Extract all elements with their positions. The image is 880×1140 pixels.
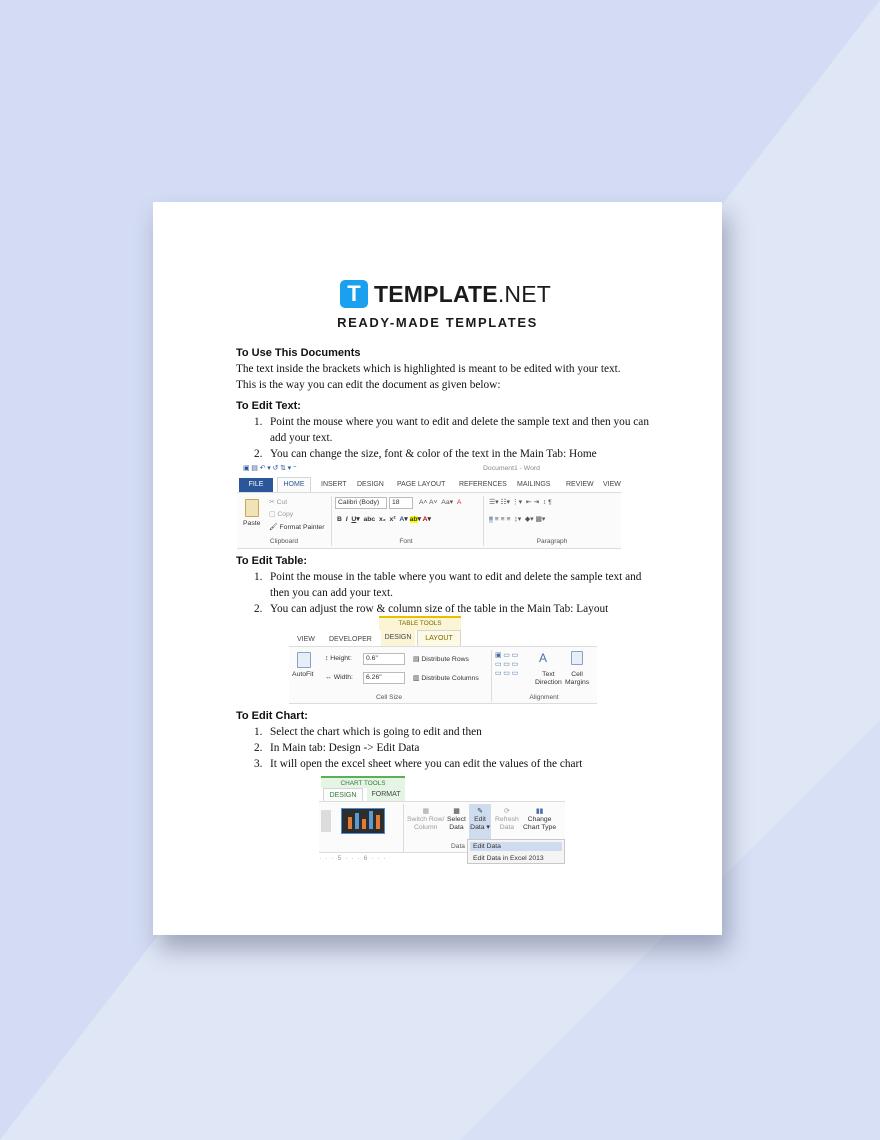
tab-developer[interactable]: DEVELOPER [329,636,372,643]
tab-insert[interactable]: INSERT [321,481,347,488]
chart-tools-ribbon-screenshot [319,776,565,864]
edit-data-button[interactable]: ✎ Edit Data ▾ [469,804,491,842]
width-input[interactable]: 6.26" [363,672,405,684]
logo-icon: T [340,280,368,308]
home-ribbon [237,492,621,549]
window-title: Document1 - Word [483,465,540,472]
autofit-icon[interactable] [297,652,311,668]
font-size-select[interactable]: 18 [389,497,413,509]
select-data-button[interactable]: ▦ Select Data [447,808,466,831]
copy-button[interactable]: ▢ Copy [269,511,294,518]
layout-ribbon [289,646,597,704]
brand-logo [340,280,551,308]
group-label-paragraph: Paragraph [536,538,568,545]
list-indent-icons[interactable]: ☰▾ ☷▾ ⋮▾ ⇤ ⇥ ↕ ¶ [489,499,552,506]
height-label: ↕ Height: [325,655,352,662]
font-name-select[interactable]: Calibri (Body) [335,497,387,509]
group-label-clipboard: Clipboard [269,538,299,545]
group-label-alignment: Alignment [529,694,559,701]
brand-name: TEMPLATE.NET [374,280,552,307]
chart-bar [348,817,352,829]
group-label-cell-size: Cell Size [375,694,403,701]
tab-review[interactable]: REVIEW [566,481,594,488]
list-item: 2. You can change the size, font & color of the text in the Main Tab: Home [254,448,597,460]
document-body-table [236,553,656,617]
distribute-rows-button[interactable]: ▤ Distribute Rows [413,656,469,663]
document-body-chart [236,708,656,772]
paste-icon[interactable] [245,499,259,517]
format-painter-button[interactable]: 🖌 Format Painter [269,524,325,531]
tab-design[interactable]: DESIGN [357,481,384,488]
section-title-chart: To Edit Chart: [236,710,308,722]
menu-item-edit-data[interactable]: Edit Data [470,842,562,851]
section-title-text: To Edit Text: [236,400,301,412]
paragraph: The text inside the brackets which is highlighted is meant to be edited with your text. [236,363,621,375]
list-item: 2. You can adjust the row & column size of the table in the Main Tab: Layout [254,603,609,615]
list-item: 2. In Main tab: Design -> Edit Data [254,742,420,754]
autofit-button[interactable]: AutoFit [292,671,314,678]
tab-view[interactable]: VIEW [603,481,621,488]
list-item: 1. Point the mouse in the table where you want to edit and delete the sample text and then you can add your text. [254,571,642,599]
font-grow-shrink-icons[interactable]: A˄ A˅ Aa▾ A [419,499,462,506]
paragraph: This is the way you can edit the document as given below: [236,379,501,391]
brand-tagline: READY-MADE TEMPLATES [337,315,538,330]
cut-button[interactable]: ✂ Cut [269,499,288,506]
chart-bar [369,811,373,829]
tab-mailings[interactable]: MAILINGS [517,481,551,488]
paste-button[interactable]: Paste [243,520,261,527]
document-page [153,202,722,935]
switch-row-column-button[interactable]: ▦ Switch Row/ Column [407,808,445,831]
cell-margins-icon[interactable] [571,651,583,665]
chart-tools-context-label: CHART TOOLS [321,776,405,788]
word-home-ribbon-screenshot [237,461,621,549]
section-title-table: To Edit Table: [236,555,308,567]
tab-layout[interactable]: LAYOUT [417,630,461,647]
chart-bar [376,815,380,829]
width-label: ↔ Width: [325,674,353,681]
table-tools-context-label: TABLE TOOLS [379,616,461,630]
list-item: 1. Select the chart which is going to edit and then [254,726,482,738]
tab-references[interactable]: REFERENCES [459,481,507,488]
alignment-icons[interactable]: ≡ ≡ ≡ ≡ ↨▾ ◆▾ ▦▾ [489,516,546,523]
chart-style-selected-thumb[interactable] [341,808,385,834]
height-input[interactable]: 0.6" [363,653,405,665]
group-label-data: Data [451,843,465,850]
refresh-data-button[interactable]: ⟳ Refresh Data [495,808,519,831]
chart-bar [362,819,366,829]
document-body [236,345,656,462]
text-direction-button[interactable]: Text Direction [535,671,562,686]
section-title-use: To Use This Documents [236,347,361,359]
font-format-icons[interactable]: B I U▾ abc x₂ x² A▾ ab▾ A▾ [337,516,431,523]
cell-alignment-grid[interactable]: ▣ ▭ ▭ ▭ ▭ ▭ ▭ ▭ ▭ [495,652,519,677]
tab-design[interactable]: DESIGN [381,630,415,646]
tab-design[interactable]: DESIGN [323,788,363,802]
tab-file[interactable]: FILE [239,478,273,492]
text-direction-icon[interactable]: A [539,651,548,665]
edit-data-menu [467,839,565,864]
tab-view[interactable]: VIEW [297,636,315,643]
table-tools-ribbon-screenshot [289,616,597,704]
tab-format[interactable]: FORMAT [367,788,405,802]
quick-access-icons: ▣ ▤ ↶ ▾ ↺ ⇅ ▾ ⁼ [243,465,297,472]
chart-style-thumb [321,810,331,832]
menu-item-edit-data-excel[interactable]: Edit Data in Excel 2013 [473,855,544,862]
list-item: 1. Point the mouse where you want to edit and delete the sample text and then you can add your text. [254,416,649,444]
change-chart-type-button[interactable]: ▮▮ Change Chart Type [523,808,557,831]
list-item: 3. It will open the excel sheet where you can edit the values of the chart [254,758,583,770]
tab-home[interactable]: HOME [277,477,311,492]
ruler: · · · 5 · · · 6 · · · [319,855,387,862]
tab-page-layout[interactable]: PAGE LAYOUT [397,481,446,488]
chart-bar [355,813,359,829]
distribute-columns-button[interactable]: ▥ Distribute Columns [413,675,479,682]
group-label-font: Font [399,538,413,545]
cell-margins-button[interactable]: Cell Margins [565,671,590,686]
